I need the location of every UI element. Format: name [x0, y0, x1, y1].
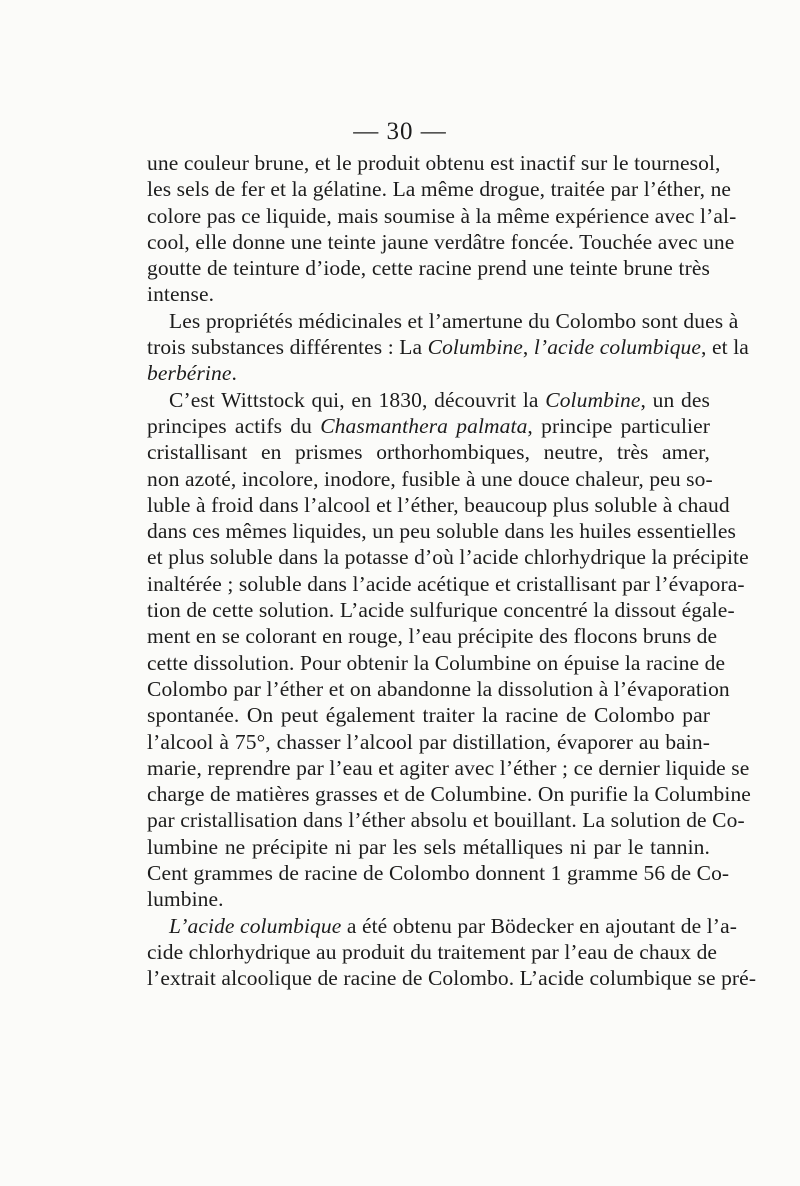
text-span: spontanée. On peut également traiter la racine de Colombo par: [147, 703, 710, 728]
text-span: C’est Wittstock qui, en 1830, découvrit la: [169, 387, 546, 412]
text-span: goutte de teinture d’iode, cette racine prend une teinte brune très: [147, 256, 710, 281]
page-number: — 30 —: [353, 118, 447, 145]
text-line: [147, 807, 745, 833]
text-line: [147, 676, 730, 702]
text-line: [147, 229, 735, 255]
text-line: [147, 466, 713, 492]
text-span: lumbine.: [147, 887, 224, 912]
text-span: colore pas ce liquide, mais soumise à la même expérience avec l’al-: [147, 203, 737, 228]
text-span: cette dissolution. Pour obtenir la Columbine on épuise la racine de: [147, 650, 726, 675]
text-line: [147, 860, 730, 886]
text-span: l’alcool à 75°, chasser l’alcool par distillation, évaporer au bain-: [147, 729, 710, 754]
text-line: [147, 176, 732, 202]
text-span: tion de cette solution. L’acide sulfurique concentré la dissout égale-: [147, 598, 735, 623]
text-span: inaltérée ; soluble dans l’acide acétique et cristallisant par l’évapora-: [147, 571, 745, 596]
text-span: et plus soluble dans la potasse d’où l’acide chlorhydrique la précipite: [147, 545, 749, 570]
italic-text: l’acide columbique: [533, 335, 702, 360]
italic-text: L’acide columbique: [169, 913, 342, 938]
text-span: les sels de fer et la gélatine. La même drogue, traitée par l’éther, ne: [147, 177, 732, 202]
text-line: [147, 939, 718, 965]
text-span: , principe particulier: [527, 413, 711, 438]
text-span: .: [231, 361, 237, 386]
text-span: a été obtenu par Bödecker en ajoutant de l’a-: [341, 913, 737, 938]
text-span: luble à froid dans l’alcool et l’éther, beaucoup plus soluble à chaud: [147, 492, 730, 517]
text-span: intense.: [147, 282, 215, 307]
text-line: [147, 781, 751, 807]
text-span: principes actifs du: [147, 413, 321, 438]
text-line: [147, 597, 735, 623]
text-line: [147, 544, 749, 570]
text-span: Colombo par l’éther et on abandonne la dissolution à l’évaporation: [147, 676, 730, 701]
text-line: [147, 334, 749, 360]
text-line: [147, 387, 710, 413]
text-span: cool, elle donne une teinte jaune verdâtre foncée. Touchée avec une: [147, 229, 735, 254]
text-span: une couleur brune, et le produit obtenu est inactif sur le tournesol,: [147, 151, 721, 175]
text-line: [147, 308, 739, 334]
text-line: [147, 571, 745, 597]
italic-text: Columbine: [545, 387, 641, 412]
text-line: [147, 281, 710, 307]
text-span: ,: [522, 335, 534, 360]
text-span: trois substances différentes : La: [147, 335, 428, 360]
text-line: [147, 886, 710, 912]
text-line: [147, 702, 710, 728]
text-line: [147, 413, 710, 439]
text-span: , un des: [640, 387, 710, 412]
text-line: [147, 755, 750, 781]
text-line: [147, 150, 721, 176]
italic-text: berbérine: [147, 361, 232, 386]
text-line: [147, 203, 737, 229]
text-span: Les propriétés médicinales et l’amertune du Colombo sont dues à: [169, 308, 739, 333]
text-line: [147, 729, 710, 755]
text-span: Cent grammes de racine de Colombo donnent 1 gramme 56 de Co-: [147, 861, 730, 886]
text-line: [147, 834, 710, 860]
text-line: [147, 360, 710, 386]
text-span: l’extrait alcoolique de racine de Colombo. L’acide columbique se pré-: [147, 966, 757, 991]
italic-text: Chasmanthera palmata: [320, 413, 528, 438]
text-line: [147, 650, 726, 676]
text-line: [147, 623, 718, 649]
text-span: marie, reprendre par l’eau et agiter avec l’éther ; ce dernier liquide se: [147, 755, 750, 780]
text-line: [147, 913, 737, 939]
text-span: cide chlorhydrique au produit du traitement par l’eau de chaux de: [147, 939, 718, 964]
text-line: [147, 518, 736, 544]
italic-text: Columbine: [427, 335, 523, 360]
text-line: [147, 255, 710, 281]
text-line: [147, 439, 710, 465]
text-span: par cristallisation dans l’éther absolu et bouillant. La solution de Co-: [147, 808, 745, 833]
text-span: cristallisant en prismes orthorhombiques, neutre, très amer,: [147, 440, 710, 465]
text-span: dans ces mêmes liquides, un peu soluble dans les huiles essentielles: [147, 519, 736, 544]
text-span: lumbine ne précipite ni par les sels métalliques ni par le tannin.: [147, 834, 710, 859]
text-span: ment en se colorant en rouge, l’eau précipite des flocons bruns de: [147, 624, 718, 649]
text-line: [147, 492, 730, 518]
text-span: non azoté, incolore, inodore, fusible à une douce chaleur, peu so-: [147, 466, 713, 491]
text-span: charge de matières grasses et de Columbine. On purifie la Columbine: [147, 782, 751, 807]
text-line: [147, 965, 757, 991]
body-text: [147, 150, 757, 992]
text-span: , et la: [701, 335, 749, 360]
